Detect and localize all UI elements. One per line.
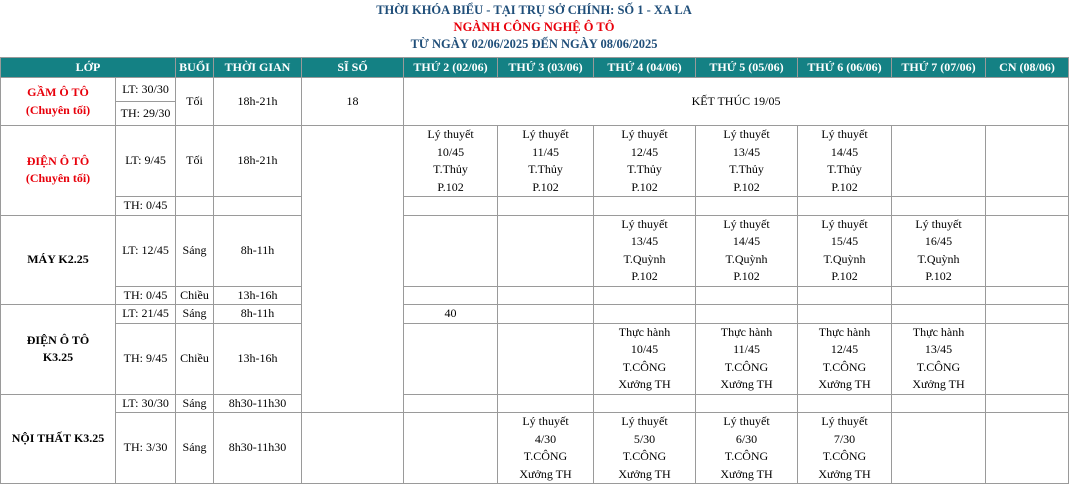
session-cell: Lý thuyết 7/30 T.CÔNG Xưởng TH [798, 413, 892, 484]
session-cell: Lý thuyết 10/45 T.Thủy P.102 [404, 126, 498, 197]
session-time: 13h-16h [214, 323, 302, 394]
class-name-gam: GẦM Ô TÔ (Chuyên tối) [1, 78, 116, 126]
col-siso: SĨ SỐ [302, 58, 404, 78]
empty-cell [498, 323, 594, 394]
session-buoi: Chiều [176, 286, 214, 305]
lt-progress: LT: 9/45 [116, 126, 176, 197]
th-progress: TH: 0/45 [116, 286, 176, 305]
timetable [0, 57, 1069, 484]
col-thu4: THỨ 4 (04/06) [594, 58, 696, 78]
title-line-3: TỪ NGÀY 02/06/2025 ĐẾN NGÀY 08/06/2025 [410, 37, 658, 51]
empty-cell [594, 305, 696, 324]
table-row [1, 413, 1069, 484]
session-buoi: Chiều [176, 323, 214, 394]
empty-cell [696, 197, 798, 216]
empty-cell [404, 413, 498, 484]
empty-cell [986, 323, 1069, 394]
empty-cell [594, 394, 696, 413]
session-cell: Thực hành 10/45 T.CÔNG Xưởng TH [594, 323, 696, 394]
empty-cell [498, 286, 594, 305]
empty-cell [696, 305, 798, 324]
empty-cell [892, 197, 986, 216]
class-siso: 40 [404, 305, 498, 324]
empty-cell [892, 286, 986, 305]
empty-cell [986, 286, 1069, 305]
empty-cell [696, 394, 798, 413]
col-thu7: THỨ 7 (07/06) [892, 58, 986, 78]
session-time: 18h-21h [214, 126, 302, 197]
table-row [1, 197, 1069, 216]
th-progress: TH: 3/30 [116, 413, 176, 484]
class-name-dienk3: ĐIỆN Ô TÔ K3.25 [1, 305, 116, 395]
session-cell: Lý thuyết 12/45 T.Thủy P.102 [594, 126, 696, 197]
empty-cell [404, 197, 498, 216]
session-time: 8h-11h [214, 305, 302, 324]
col-thu2: THỨ 2 (02/06) [404, 58, 498, 78]
session-time: 8h30-11h30 [214, 394, 302, 413]
class-siso: 18 [302, 78, 404, 126]
empty-cell [798, 394, 892, 413]
col-buoi: BUỔI [176, 58, 214, 78]
session-time: 8h-11h [214, 215, 302, 286]
table-row [1, 323, 1069, 394]
session-buoi: Sáng [176, 305, 214, 324]
status-note: KẾT THÚC 19/05 [404, 78, 1069, 126]
session-cell: Thực hành 13/45 T.CÔNG Xưởng TH [892, 323, 986, 394]
class-name-noithat: NỘI THẤT K3.25 [1, 394, 116, 484]
session-cell: Lý thuyết 6/30 T.CÔNG Xưởng TH [696, 413, 798, 484]
col-thu5: THỨ 5 (05/06) [696, 58, 798, 78]
empty-cell [892, 126, 986, 197]
session-buoi: Tối [176, 78, 214, 126]
empty-cell [986, 215, 1069, 286]
session-cell: Lý thuyết 16/45 T.Quỳnh P.102 [892, 215, 986, 286]
col-thu3: THỨ 3 (03/06) [498, 58, 594, 78]
lt-progress: LT: 30/30 [116, 78, 176, 102]
session-time: 8h30-11h30 [214, 413, 302, 484]
empty-cell [176, 197, 214, 216]
title-line-2: NGÀNH CÔNG NGHỆ Ô TÔ [453, 20, 615, 34]
th-progress: TH: 29/30 [116, 102, 176, 126]
class-name-dien: ĐIỆN Ô TÔ (Chuyên tối) [1, 126, 116, 216]
empty-cell [892, 305, 986, 324]
session-time: 13h-16h [214, 286, 302, 305]
empty-cell [498, 215, 594, 286]
table-row [1, 78, 1069, 102]
session-cell: Lý thuyết 14/45 T.Thủy P.102 [798, 126, 892, 197]
empty-cell [892, 413, 986, 484]
empty-cell [404, 215, 498, 286]
empty-cell [986, 126, 1069, 197]
table-row [1, 286, 1069, 305]
lt-progress: LT: 30/30 [116, 394, 176, 413]
lt-progress: LT: 12/45 [116, 215, 176, 286]
empty-cell [798, 197, 892, 216]
empty-cell [404, 394, 498, 413]
empty-cell [986, 197, 1069, 216]
title-line-1: THỜI KHÓA BIỂU - TẠI TRỤ SỞ CHÍNH: SỐ 1 - XA LA [376, 3, 692, 17]
session-cell: Thực hành 11/45 T.CÔNG Xưởng TH [696, 323, 798, 394]
col-lop: LỚP [1, 58, 176, 78]
empty-cell [214, 197, 302, 216]
col-cn: CN (08/06) [986, 58, 1069, 78]
session-cell: Lý thuyết 14/45 T.Quỳnh P.102 [696, 215, 798, 286]
empty-cell [498, 394, 594, 413]
empty-cell [498, 197, 594, 216]
table-row [1, 394, 1069, 413]
session-buoi: Sáng [176, 413, 214, 484]
session-time: 18h-21h [214, 78, 302, 126]
header-row [1, 58, 1069, 78]
th-progress: TH: 0/45 [116, 197, 176, 216]
empty-cell [302, 413, 404, 484]
col-thu6: THỨ 6 (06/06) [798, 58, 892, 78]
session-cell: Lý thuyết 13/45 T.Thủy P.102 [696, 126, 798, 197]
empty-cell [594, 197, 696, 216]
empty-cell [594, 286, 696, 305]
empty-cell [404, 323, 498, 394]
col-thoigian: THỜI GIAN [214, 58, 302, 78]
th-progress: TH: 9/45 [116, 323, 176, 394]
empty-cell [404, 286, 498, 305]
class-siso-cell [302, 126, 404, 413]
session-cell: Lý thuyết 5/30 T.CÔNG Xưởng TH [594, 413, 696, 484]
session-buoi: Sáng [176, 215, 214, 286]
empty-cell [696, 286, 798, 305]
table-row [1, 215, 1069, 286]
session-cell: Lý thuyết 11/45 T.Thủy P.102 [498, 126, 594, 197]
lt-progress: LT: 21/45 [116, 305, 176, 324]
session-cell: Lý thuyết 15/45 T.Quỳnh P.102 [798, 215, 892, 286]
empty-cell [892, 394, 986, 413]
table-row [1, 305, 1069, 324]
table-row [1, 126, 1069, 197]
class-name-may: MÁY K2.25 [1, 215, 116, 305]
empty-cell [986, 413, 1069, 484]
empty-cell [798, 305, 892, 324]
empty-cell [986, 305, 1069, 324]
empty-cell [798, 286, 892, 305]
session-cell: Thực hành 12/45 T.CÔNG Xưởng TH [798, 323, 892, 394]
session-buoi: Tối [176, 126, 214, 197]
session-cell: Lý thuyết 13/45 T.Quỳnh P.102 [594, 215, 696, 286]
empty-cell [498, 305, 594, 324]
session-cell: Lý thuyết 4/30 T.CÔNG Xưởng TH [498, 413, 594, 484]
empty-cell [986, 394, 1069, 413]
session-buoi: Sáng [176, 394, 214, 413]
